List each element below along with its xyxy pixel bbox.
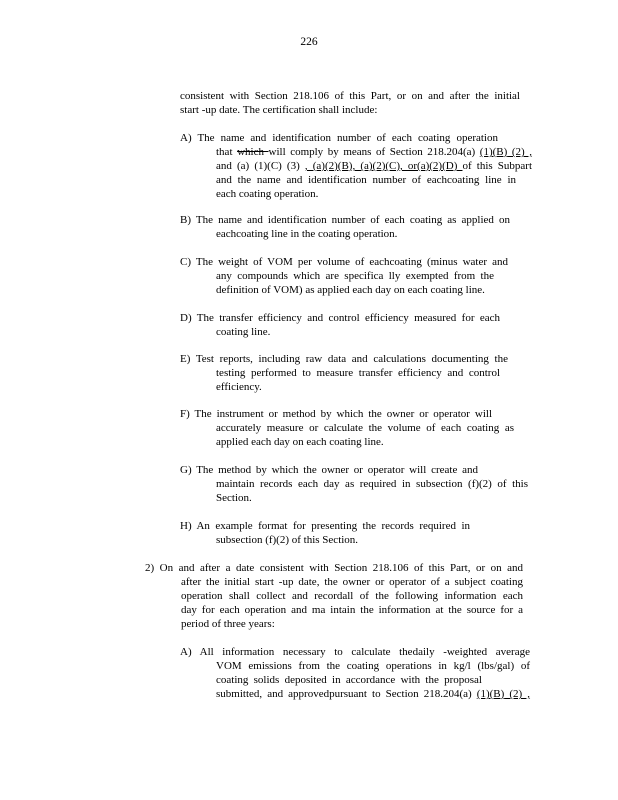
item-b-line: eachcoating line in the coating operation. [216,228,398,240]
item-c-line: any compounds which are specifica lly exempted from the [216,270,494,282]
item-a-line: A) The name and identification number of each coating operation [180,132,498,144]
text: submitted, and approvedpursuant to Section 218.204(a) [216,688,477,700]
page-number: 226 [300,36,318,48]
item-a-line: and the name and identification number of eachcoating line in [216,174,516,186]
item-c-line: definition of VOM) as applied each day on each coating line. [216,284,485,296]
item-g-line: G) The method by which the owner or operator will create and [180,464,478,476]
item-f-line: applied each day on each coating line. [216,436,384,448]
item-h [180,519,532,547]
item-d-line: D) The transfer efficiency and control efficiency measured for each [180,312,500,324]
item-a-line: each coating operation. [216,188,319,200]
item-b [180,213,532,241]
item-2-a [180,645,530,701]
item-e [180,352,532,394]
text: and (a) (1)(C) (3) [216,160,305,172]
intro-line: start -up date. The certification shall include: [180,104,378,116]
item-h-line: subsection (f)(2) of this Section. [216,534,359,546]
paragraph-2-line: operation shall collect and recordall of the following information each [181,590,523,602]
intro-line: consistent with Section 218.106 of this Part, or on and after the initial [180,90,520,102]
item-a [180,131,532,201]
item-a-line [180,159,532,173]
paragraph-2-line: after the initial start -up date, the owner or operator of a subject coating [181,576,523,588]
item-f-line: F) The instrument or method by which the owner or operator will [180,408,492,420]
item-e-line: testing performed to measure transfer efficiency and control [216,367,500,379]
item-d [180,311,532,339]
item-h-line: H) An example format for presenting the records required in [180,520,470,532]
underlined-text: (2) , [504,688,531,700]
item-2-a-line [180,687,530,701]
struck-text: which [237,146,269,158]
item-d-line: coating line. [216,326,271,338]
item-g [180,463,532,505]
paragraph-2-line: 2) On and after a date consistent with Section 218.106 of this Part, or on and [145,562,523,574]
item-g-line: Section. [216,492,252,504]
item-b-line: B) The name and identification number of each coating as applied on [180,214,510,226]
paragraph-2-line: period of three years: [181,618,275,630]
item-c [180,255,532,297]
item-c-line: C) The weight of VOM per volume of eachcoating (minus water and [180,256,508,268]
paragraph-2-line: day for each operation and ma intain the information at the source for a [181,604,523,616]
text: that [216,146,238,158]
item-2-a-line: coating solids deposited in accordance with the proposal [216,674,482,686]
item-2-a-line: VOM emissions from the coating operations in kg/l (lbs/gal) of [216,660,530,672]
text: will comply by means of Section 218.204(a) [268,146,480,158]
item-a-line [180,145,532,159]
item-e-line: efficiency. [216,381,262,393]
item-f-line: accurately measure or calculate the volume of each coating as [216,422,514,434]
item-g-line: maintain records each day as required in subsection (f)(2) of this [216,478,528,490]
intro-paragraph [180,89,520,117]
underlined-text: (2) , [507,146,533,158]
underlined-text: , (a)(2)(B), (a)(2)(C), or(a)(2)(D) [304,160,463,172]
underlined-text: (1)(B) [476,688,505,700]
underlined-text: (1)(B) [479,146,508,158]
text: of this Subpart [462,160,532,172]
paragraph-2 [145,561,523,631]
item-f [180,407,532,449]
item-2-a-line: A) All information necessary to calculate thedaily -weighted average [180,646,530,658]
item-e-line: E) Test reports, including raw data and calculations documenting the [180,353,508,365]
